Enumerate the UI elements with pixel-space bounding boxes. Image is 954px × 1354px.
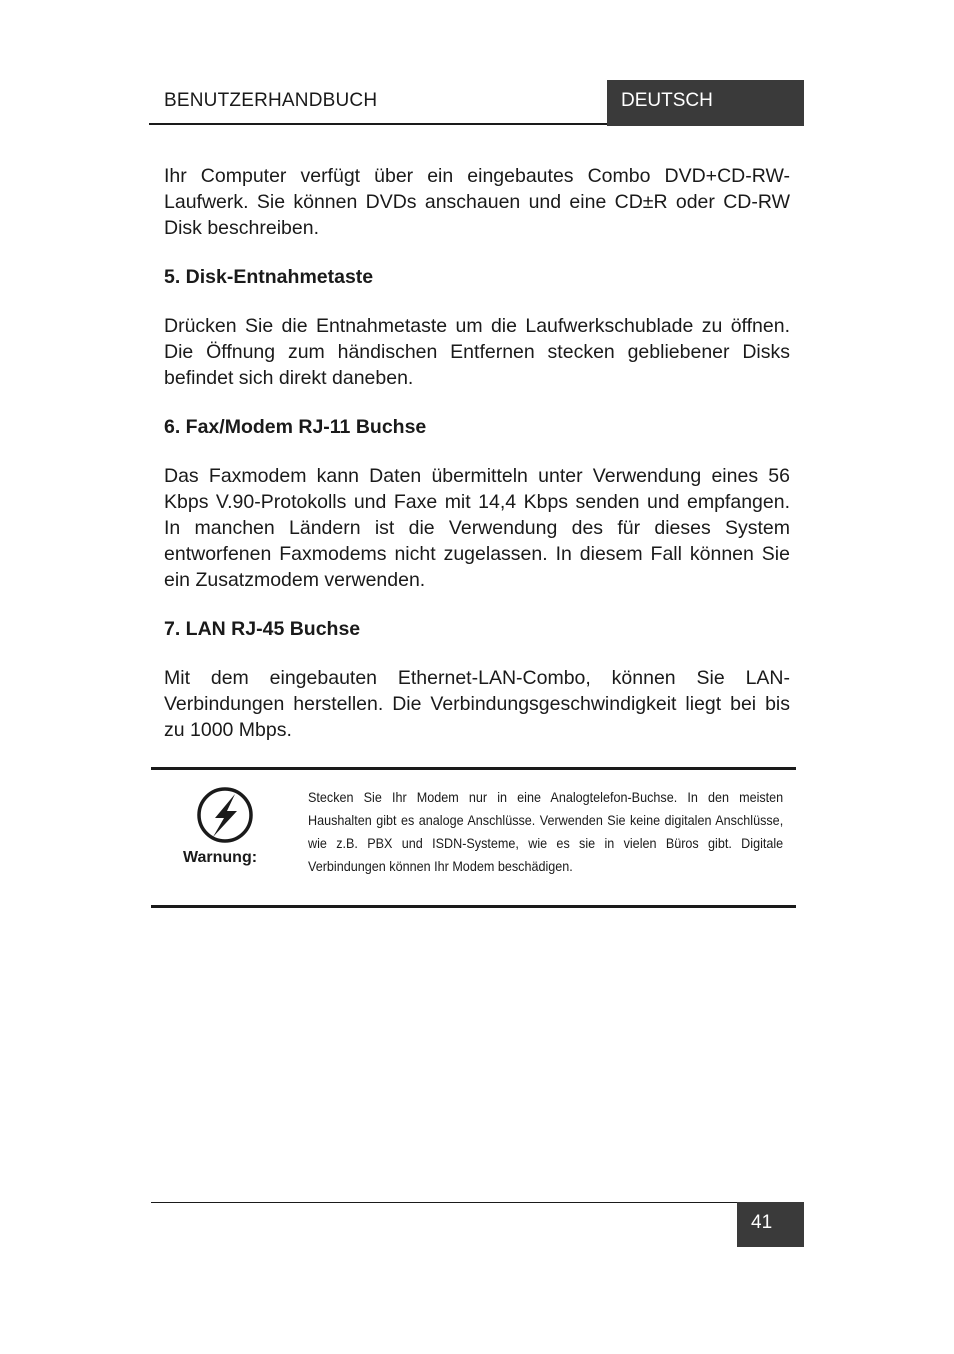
warning-top-rule	[151, 767, 796, 770]
language-tab: DEUTSCH	[607, 80, 804, 126]
page-number: 41	[737, 1202, 804, 1247]
warning-label: Warnung:	[183, 849, 258, 866]
page-content	[164, 163, 790, 743]
header-divider	[149, 123, 607, 125]
section-heading-disk-eject: 5. Disk-Entnahmetaste	[164, 266, 374, 288]
lightning-warning-icon	[195, 786, 255, 846]
section-heading-lan: 7. LAN RJ-45 Buchse	[164, 618, 361, 640]
warning-text: Stecken Sie Ihr Modem nur in eine Analogtelefon-Buchse. In den meisten Haushalten gibt es analoge Anschlüsse. Verwenden Sie keine digitalen Anschlüsse, wie z.B. PBX und ISDN-Systeme, wie es sie in vielen Büros gibt. Digitale Verbindungen können Ihr Modem beschädigen.	[308, 789, 784, 874]
warning-bottom-rule	[151, 905, 796, 908]
section-text-lan: Mit dem eingebauten Ethernet-LAN-Combo, können Sie LAN-Verbindungen herstellen. Die Verbindungsgeschwindigkeit liegt bei bis zu 1000 Mbps.	[164, 667, 790, 741]
section-text-disk-eject: Drücken Sie die Entnahmetaste um die Laufwerkschublade zu öffnen. Die Öffnung zum händischen Entfernen stecken gebliebener Disks befindet sich direkt daneben.	[164, 315, 790, 389]
footer-divider	[151, 1202, 737, 1203]
section-heading-fax-modem: 6. Fax/Modem RJ-11 Buchse	[164, 416, 427, 438]
section-text-fax-modem: Das Faxmodem kann Daten übermitteln unter Verwendung eines 56 Kbps V.90-Protokolls und Faxe mit 14,4 Kbps senden und empfangen. In manchen Ländern ist die Verwendung des für dieses System entworfenen Faxmodems nicht zugelassen. In diesem Fall können Sie ein Zusatzmodem verwenden.	[164, 465, 790, 591]
intro-paragraph: Ihr Computer verfügt über ein eingebautes Combo DVD+CD-RW-Laufwerk. Sie können DVDs anschauen und eine CD±R oder CD-RW Disk beschreiben.	[164, 165, 790, 239]
running-header-title: BENUTZERHANDBUCH	[164, 90, 378, 111]
